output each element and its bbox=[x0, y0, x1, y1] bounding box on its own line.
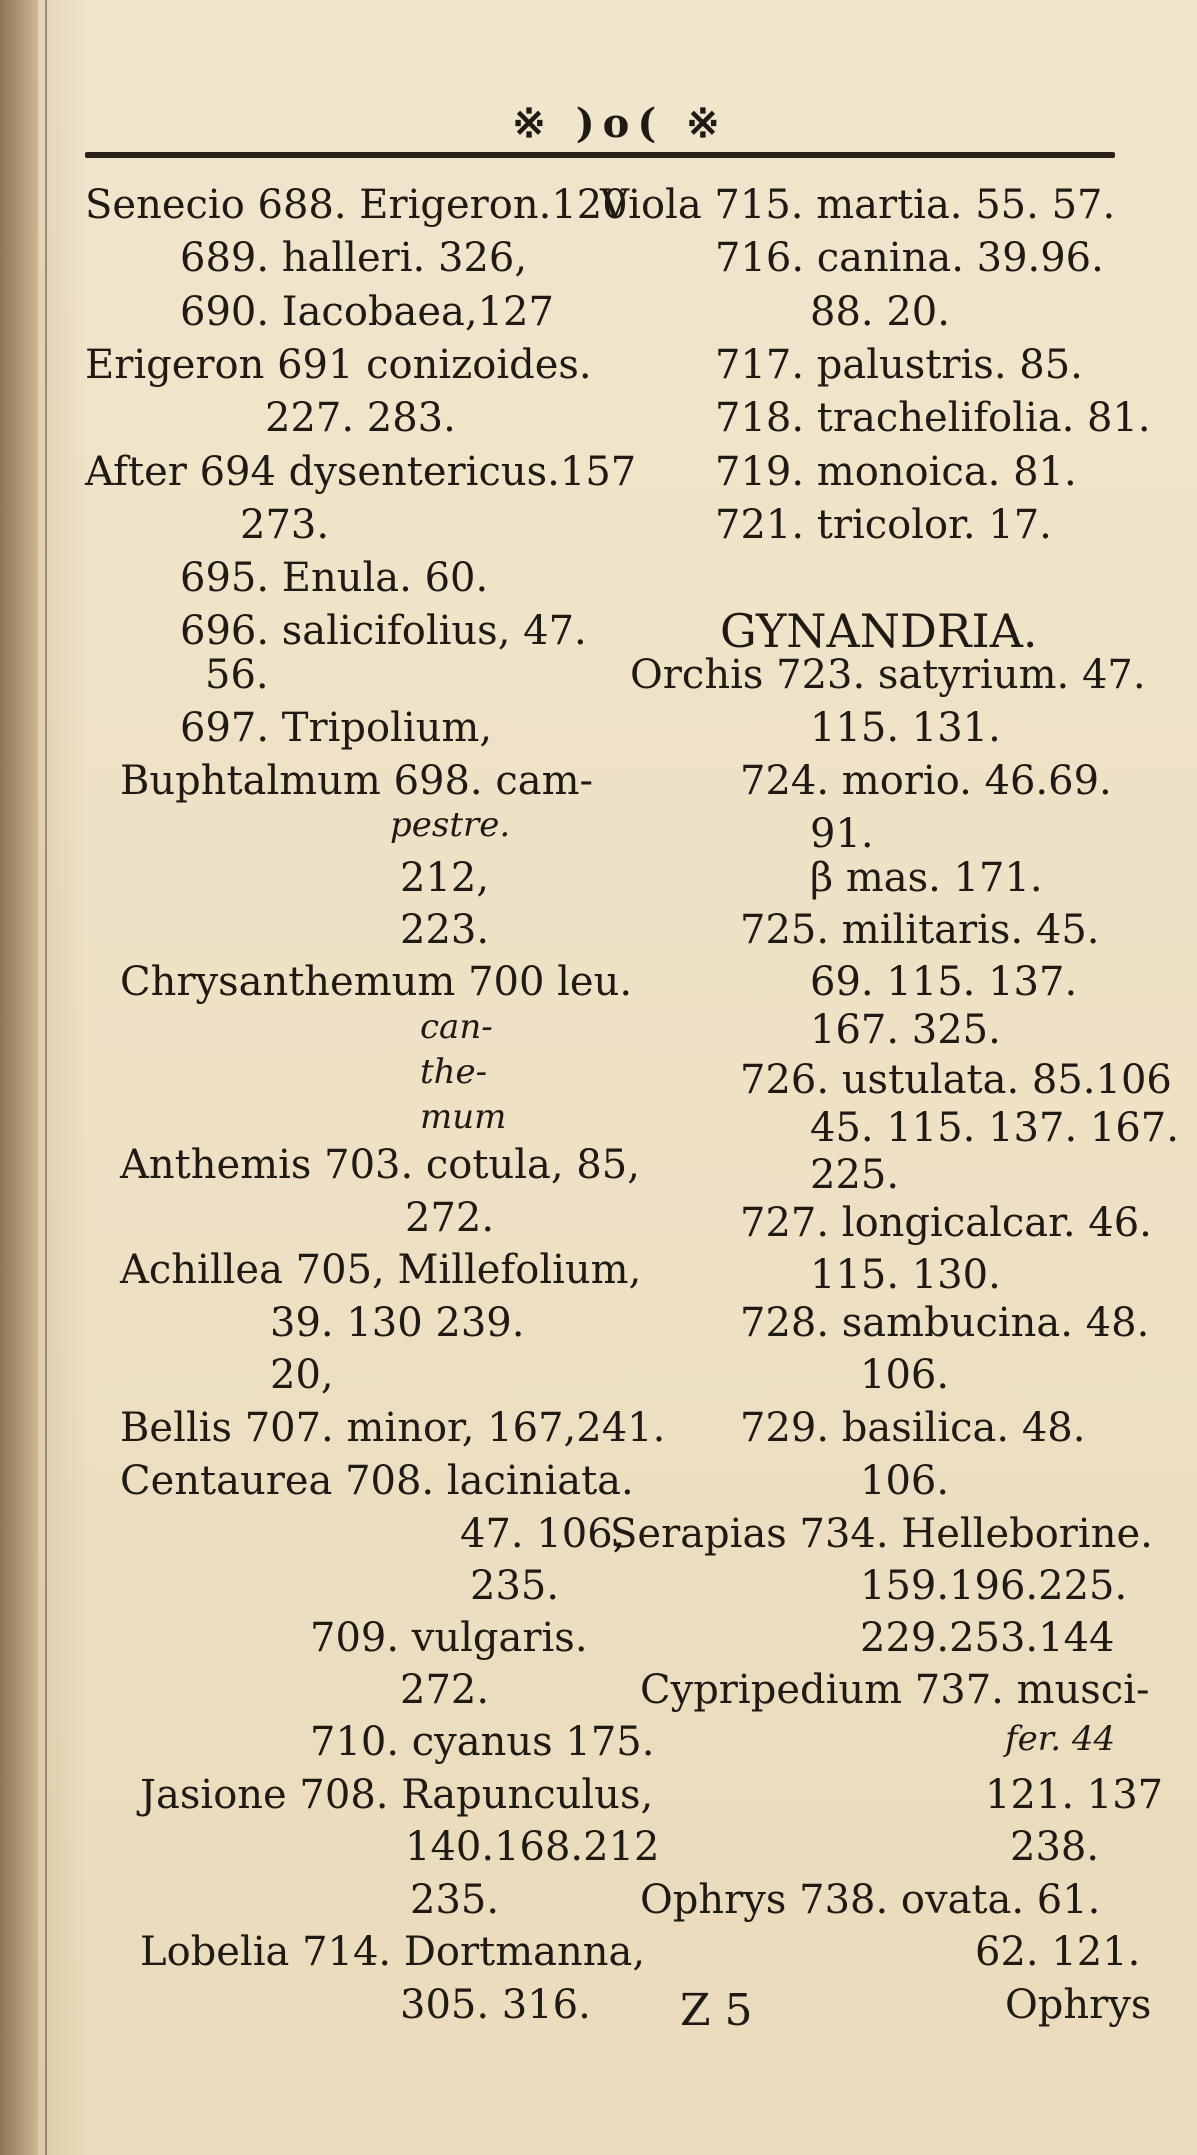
right-index-entry: 728. sambucina. 48. bbox=[740, 1300, 1150, 1346]
left-index-entry: Anthemis 703. cotula, 85, bbox=[120, 1142, 640, 1188]
right-index-entry: 225. bbox=[810, 1152, 900, 1198]
left-index-entry: 697. Tripolium, bbox=[180, 705, 493, 751]
right-index-entry: Serapias 734. Helleborine. bbox=[610, 1511, 1153, 1557]
page-header-ornament: ※ )o( ※ bbox=[512, 100, 728, 147]
right-index-entry: Ophrys 738. ovata. 61. bbox=[640, 1877, 1101, 1923]
left-index-entry: 710. cyanus 175. bbox=[310, 1719, 655, 1765]
left-index-entry: 235. bbox=[470, 1563, 560, 1609]
right-index-entry: 88. 20. bbox=[810, 289, 950, 335]
left-index-entry: pestre. bbox=[390, 805, 511, 845]
book-gutter bbox=[0, 0, 38, 2155]
left-index-entry: Buphtalmum 698. cam- bbox=[120, 758, 594, 804]
right-index-entry: 69. 115. 137. bbox=[810, 959, 1078, 1005]
left-index-entry: 272. bbox=[405, 1195, 495, 1241]
right-index-entry: 229.253.144 bbox=[860, 1615, 1115, 1661]
right-index-entry: Ophrys bbox=[1005, 1982, 1152, 2028]
right-index-entry: 717. palustris. 85. bbox=[715, 342, 1083, 388]
left-index-entry: 212, bbox=[400, 855, 490, 901]
left-index-entry: Senecio 688. Erigeron.120 bbox=[85, 182, 628, 228]
gutter-shadow-line bbox=[45, 0, 47, 2155]
right-index-entry: 726. ustulata. 85.106 bbox=[740, 1057, 1172, 1103]
right-index-entry: 91. bbox=[810, 811, 874, 857]
right-index-entry: 115. 131. bbox=[810, 705, 1001, 751]
right-index-entry: 725. militaris. 45. bbox=[740, 907, 1100, 953]
left-index-entry: 690. Iacobaea,127 bbox=[180, 289, 554, 335]
left-index-entry: Bellis 707. minor, 167,241. bbox=[120, 1405, 666, 1451]
right-index-entry: 106. bbox=[860, 1352, 950, 1398]
right-index-entry: Orchis 723. satyrium. 47. bbox=[630, 652, 1146, 698]
left-index-entry: 223. bbox=[400, 907, 490, 953]
gathering-signature-mark: Z 5 bbox=[680, 1985, 753, 2036]
right-index-entry: 729. basilica. 48. bbox=[740, 1405, 1086, 1451]
left-index-entry: 140.168.212 bbox=[405, 1824, 660, 1870]
right-index-entry: 62. 121. bbox=[975, 1929, 1141, 1975]
left-index-entry: 227. 283. bbox=[265, 395, 456, 441]
left-index-entry: mum bbox=[420, 1097, 507, 1137]
left-index-entry: 20, bbox=[270, 1352, 334, 1398]
right-index-entry: β mas. 171. bbox=[810, 855, 1043, 901]
right-index-entry: 724. morio. 46.69. bbox=[740, 758, 1112, 804]
left-index-entry: 56. bbox=[205, 652, 269, 698]
left-index-entry: 695. Enula. 60. bbox=[180, 555, 489, 601]
left-index-entry: Chrysanthemum 700 leu. bbox=[120, 959, 633, 1005]
left-index-entry: 235. bbox=[410, 1877, 500, 1923]
left-index-entry: 39. 130 239. bbox=[270, 1300, 525, 1346]
header-rule bbox=[85, 152, 1115, 158]
left-index-entry: 689. halleri. 326, bbox=[180, 235, 528, 281]
left-index-entry: 696. salicifolius, 47. bbox=[180, 608, 587, 654]
left-index-entry: 272. bbox=[400, 1667, 490, 1713]
right-index-entry: 238. bbox=[1010, 1824, 1100, 1870]
right-index-entry: Viola 715. martia. 55. 57. bbox=[600, 182, 1116, 228]
right-index-entry: 45. 115. 137. 167. bbox=[810, 1105, 1179, 1151]
right-index-entry: 719. monoica. 81. bbox=[715, 449, 1077, 495]
left-index-entry: Achillea 705, Millefolium, bbox=[120, 1247, 642, 1293]
right-index-entry: GYNANDRIA. bbox=[720, 604, 1038, 658]
right-index-entry: 121. 137 bbox=[985, 1772, 1164, 1818]
left-index-entry: Erigeron 691 conizoides. bbox=[85, 342, 592, 388]
left-index-entry: After 694 dysentericus.157 bbox=[85, 449, 637, 495]
left-index-entry: 305. 316. bbox=[400, 1982, 591, 2028]
left-index-entry: Centaurea 708. laciniata. bbox=[120, 1458, 634, 1504]
left-index-entry: 709. vulgaris. bbox=[310, 1615, 588, 1661]
left-index-entry: the- bbox=[420, 1052, 488, 1092]
right-index-entry: Cypripedium 737. musci- bbox=[640, 1667, 1150, 1713]
left-index-entry: 273. bbox=[240, 502, 330, 548]
right-index-entry: 716. canina. 39.96. bbox=[715, 235, 1104, 281]
right-index-entry: 115. 130. bbox=[810, 1252, 1001, 1298]
right-index-entry: 727. longicalcar. 46. bbox=[740, 1200, 1152, 1246]
right-index-entry: 721. tricolor. 17. bbox=[715, 502, 1052, 548]
right-index-entry: 106. bbox=[860, 1458, 950, 1504]
left-index-entry: Jasione 708. Rapunculus, bbox=[140, 1772, 654, 1818]
right-index-entry: 159.196.225. bbox=[860, 1563, 1128, 1609]
right-index-entry: fer. 44 bbox=[1005, 1719, 1116, 1759]
left-index-entry: can- bbox=[420, 1007, 493, 1047]
left-index-entry: 47. 106, bbox=[460, 1511, 626, 1557]
right-index-entry: 718. trachelifolia. 81. bbox=[715, 395, 1151, 441]
left-index-entry: Lobelia 714. Dortmanna, bbox=[140, 1929, 646, 1975]
right-index-entry: 167. 325. bbox=[810, 1007, 1001, 1053]
